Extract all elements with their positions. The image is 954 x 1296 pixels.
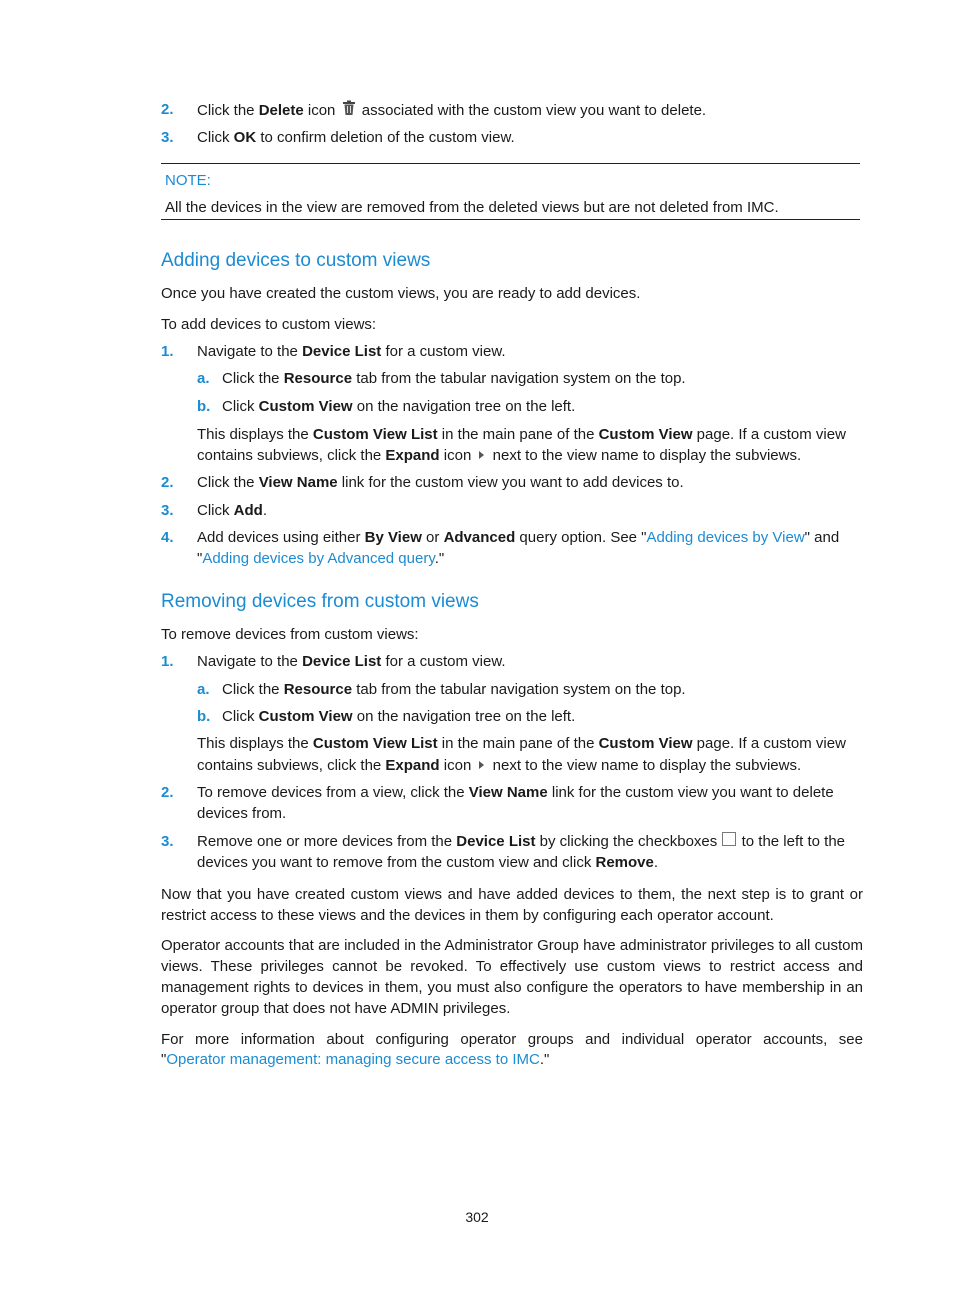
- adding-step-1: Navigate to the Device List for a custom view.: [197, 343, 506, 360]
- expand-arrow-icon: [478, 756, 485, 776]
- expand-arrow-icon: [478, 446, 485, 466]
- step-delete-text: Click the Delete icon associated with the custom view you want to delete.: [197, 100, 706, 122]
- removing-display-line-1: This displays the Custom View List in the main pane of the Custom View page. If a custom view: [197, 735, 846, 752]
- step-number: 3.: [161, 129, 174, 146]
- note-label: NOTE:: [165, 172, 211, 189]
- trash-icon: [342, 100, 356, 122]
- step-number: 2.: [161, 784, 174, 801]
- step-number: 2.: [161, 101, 174, 118]
- adding-substep-a: Click the Resource tab from the tabular navigation system on the top.: [222, 370, 686, 387]
- step-number: 4.: [161, 529, 174, 546]
- adding-display-line-1: This displays the Custom View List in the main pane of the Custom View page. If a custom view: [197, 426, 846, 443]
- substep-letter: b.: [197, 708, 211, 725]
- removing-step-2-cont: devices from.: [197, 805, 287, 822]
- adding-display-line-2: contains subviews, click the Expand icon next to the view name to display the subviews.: [197, 446, 801, 466]
- substep-letter: a.: [197, 370, 210, 387]
- substep-letter: b.: [197, 398, 211, 415]
- note-top-rule: [161, 163, 860, 164]
- link-adding-by-advanced-query[interactable]: Adding devices by Advanced query: [202, 550, 435, 567]
- paragraph-admin-group: Operator accounts that are included in the Administrator Group have administrator privileges to all custom views. These privileges cannot be revoked. To effectively use custom views to restrict access and management rights to devices in them, you must also configure the operators to have membership in an operator group that does not have ADMIN privileges.: [161, 937, 863, 1017]
- substep-letter: a.: [197, 681, 210, 698]
- checkbox-icon: [722, 832, 736, 852]
- step-confirm-text: Click OK to confirm deletion of the custom view.: [197, 129, 515, 146]
- removing-lead: To remove devices from custom views:: [161, 626, 419, 643]
- link-operator-management[interactable]: Operator management: managing secure access to IMC: [166, 1051, 540, 1068]
- removing-step-1: Navigate to the Device List for a custom view.: [197, 653, 506, 670]
- page-number: 302: [465, 1209, 489, 1225]
- removing-step-3-cont: devices you want to remove from the custom view and click Remove.: [197, 854, 659, 871]
- adding-step-4-cont: "Adding devices by Advanced query.": [197, 550, 445, 567]
- section-heading-adding: Adding devices to custom views: [161, 250, 431, 271]
- note-bottom-rule: [161, 219, 860, 220]
- step-number: 2.: [161, 474, 174, 491]
- step-number: 1.: [161, 653, 174, 670]
- removing-substep-a: Click the Resource tab from the tabular navigation system on the top.: [222, 681, 686, 698]
- adding-lead: To add devices to custom views:: [161, 316, 377, 333]
- removing-step-2: To remove devices from a view, click the View Name link for the custom view you want to delete: [197, 784, 834, 801]
- removing-display-line-2: contains subviews, click the Expand icon next to the view name to display the subviews.: [197, 756, 801, 776]
- adding-substep-b: Click Custom View on the navigation tree on the left.: [222, 398, 576, 415]
- adding-intro: Once you have created the custom views, you are ready to add devices.: [161, 285, 641, 302]
- step-number: 3.: [161, 833, 174, 850]
- step-number: 3.: [161, 502, 174, 519]
- removing-substep-b: Click Custom View on the navigation tree on the left.: [222, 708, 576, 725]
- paragraph-more-info: For more information about configuring operator groups and individual operator accounts, see: [161, 1031, 863, 1048]
- paragraph-more-info-link-line: "Operator management: managing secure access to IMC.": [161, 1051, 550, 1068]
- adding-step-2: Click the View Name link for the custom view you want to add devices to.: [197, 474, 684, 491]
- link-adding-by-view[interactable]: Adding devices by View: [646, 529, 805, 546]
- note-text: All the devices in the view are removed from the deleted views but are not deleted from IMC.: [165, 199, 779, 216]
- step-number: 1.: [161, 343, 174, 360]
- adding-step-4: Add devices using either By View or Advanced query option. See "Adding devices by View" and: [197, 529, 840, 546]
- adding-step-3: Click Add.: [197, 502, 268, 519]
- removing-step-3: Remove one or more devices from the Device List by clicking the checkboxes to the left to the: [197, 832, 845, 852]
- section-heading-removing: Removing devices from custom views: [161, 591, 479, 612]
- paragraph-next-step: Now that you have created custom views and have added devices to them, the next step is to grant or restrict access to these views and the devices in them by configuring each operator account.: [161, 886, 863, 924]
